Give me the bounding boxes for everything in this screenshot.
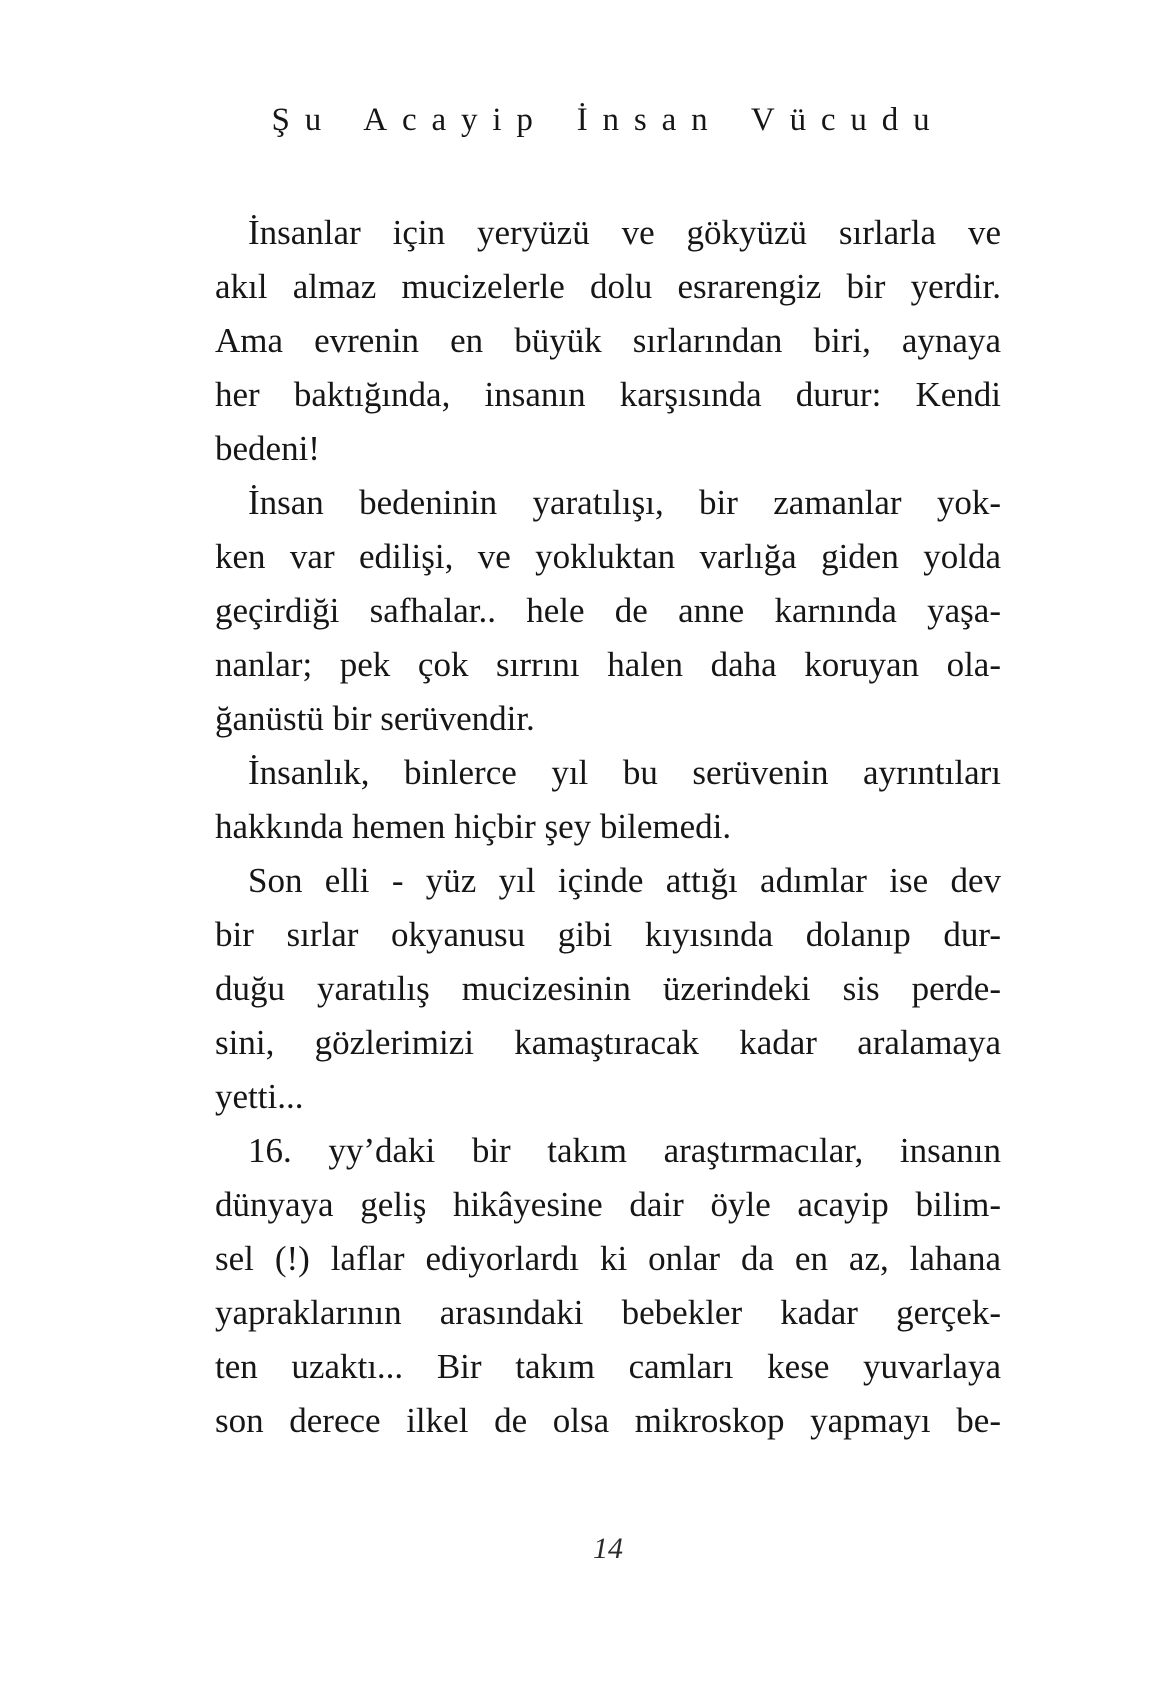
body-line: İnsanlık, binlerce yıl bu serüvenin ayrıntıları [248, 753, 1001, 792]
body-line: duğu yaratılış mucizesinin üzerindeki sis perde- [215, 969, 1001, 1008]
body-line: Son elli - yüz yıl içinde attığı adımlar ise dev [248, 861, 1001, 900]
body-line: sel (!) laflar ediyorlardı ki onlar da en az, lahana [215, 1239, 1001, 1278]
body-line: sini, gözlerimizi kamaştıracak kadar aralamaya [215, 1023, 1001, 1062]
body-line: bir sırlar okyanusu gibi kıyısında dolanıp dur- [215, 915, 1001, 954]
body-line: her baktığında, insanın karşısında durur: Kendi [215, 375, 1001, 414]
body-line: geçirdiği safhalar.. hele de anne karnında yaşa- [215, 591, 1001, 630]
body-line: akıl almaz mucizelerle dolu esrarengiz bir yerdir. [215, 267, 1001, 306]
body-text [215, 206, 1001, 1448]
page-number: 14 [593, 1532, 623, 1565]
body-line: İnsanlar için yeryüzü ve gökyüzü sırlarla ve [248, 213, 1001, 252]
body-line: yetti... [215, 1077, 304, 1116]
body-line: 16. yy’daki bir takım araştırmacılar, insanın [248, 1131, 1001, 1170]
body-line: yapraklarının arasındaki bebekler kadar gerçek- [215, 1293, 1001, 1332]
body-line: ğanüstü bir serüvendir. [215, 699, 535, 738]
body-line: nanlar; pek çok sırrını halen daha koruyan ola- [215, 645, 1001, 684]
body-line: son derece ilkel de olsa mikroskop yapmayı be- [215, 1401, 1001, 1440]
body-line: hakkında hemen hiçbir şey bilemedi. [215, 807, 732, 846]
body-line: İnsan bedeninin yaratılışı, bir zamanlar yok- [248, 483, 1001, 522]
body-line: Ama evrenin en büyük sırlarından biri, aynaya [215, 321, 1001, 360]
body-line: ten uzaktı... Bir takım camları kese yuvarlaya [215, 1347, 1001, 1386]
body-line: dünyaya geliş hikâyesine dair öyle acayip bilim- [215, 1185, 1001, 1224]
body-line: bedeni! [215, 429, 320, 468]
running-header: Şu Acayip İnsan Vücudu [271, 102, 945, 138]
body-line: ken var edilişi, ve yokluktan varlığa giden yolda [215, 537, 1001, 576]
